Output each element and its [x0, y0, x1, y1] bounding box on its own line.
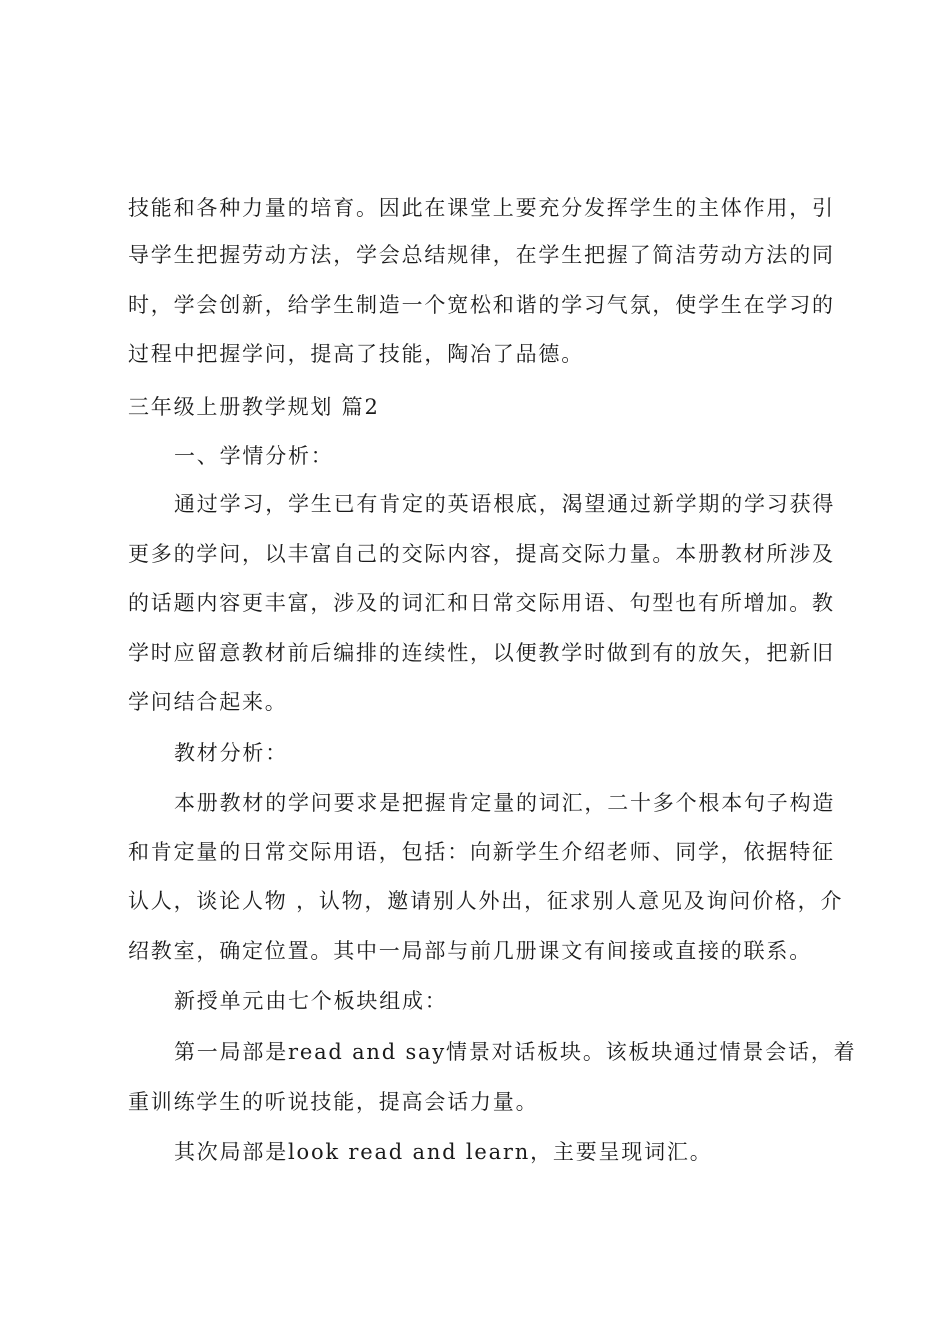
paragraph-3-line-3: 认人，谈论人物 ，认物，邀请别人外出，征求别人意见及询问价格，介 [128, 889, 844, 913]
paragraph-4-line-1: 第一局部是read and say情景对话板块。该板块通过情景会话，着 [174, 1040, 857, 1064]
paragraph-3-line-2: 和肯定量的日常交际用语，包括：向新学生介绍老师、同学，依据特征 [128, 840, 835, 864]
heading-learning-analysis: 一、学情分析： [174, 444, 334, 468]
paragraph-1-line-4: 过程中把握学问，提高了技能，陶冶了品德。 [128, 342, 584, 366]
section-title: 三年级上册教学规划 篇2 [128, 395, 380, 419]
paragraph-3-line-4: 绍教室，确定位置。其中一局部与前几册课文有间接或直接的联系。 [128, 939, 812, 963]
paragraph-2-line-2: 更多的学问，以丰富自己的交际内容，提高交际力量。本册教材所涉及 [128, 542, 835, 566]
paragraph-2-line-4: 学时应留意教材前后编排的连续性，以便教学时做到有的放矢，把新旧 [128, 641, 835, 665]
heading-new-units: 新授单元由七个板块组成： [174, 989, 448, 1013]
heading-textbook-analysis: 教材分析： [174, 741, 288, 765]
paragraph-1-line-3: 时，学会创新，给学生制造一个宽松和谐的学习气氛，使学生在学习的 [128, 293, 835, 317]
paragraph-4-line-2: 重训练学生的听说技能，提高会话力量。 [128, 1090, 539, 1114]
paragraph-3-line-1: 本册教材的学问要求是把握肯定量的词汇，二十多个根本句子构造 [174, 791, 836, 815]
paragraph-1-line-2: 导学生把握劳动方法，学会总结规律，在学生把握了简洁劳动方法的同 [128, 243, 835, 267]
paragraph-2-line-1: 通过学习，学生已有肯定的英语根底，渴望通过新学期的学习获得 [174, 492, 836, 516]
paragraph-5-line-1: 其次局部是look read and learn，主要呈现词汇。 [174, 1140, 713, 1164]
paragraph-1-line-1: 技能和各种力量的培育。因此在课堂上要充分发挥学生的主体作用，引 [128, 196, 835, 220]
paragraph-2-line-5: 学问结合起来。 [128, 690, 288, 714]
paragraph-2-line-3: 的话题内容更丰富，涉及的词汇和日常交际用语、句型也有所增加。教 [128, 591, 835, 615]
